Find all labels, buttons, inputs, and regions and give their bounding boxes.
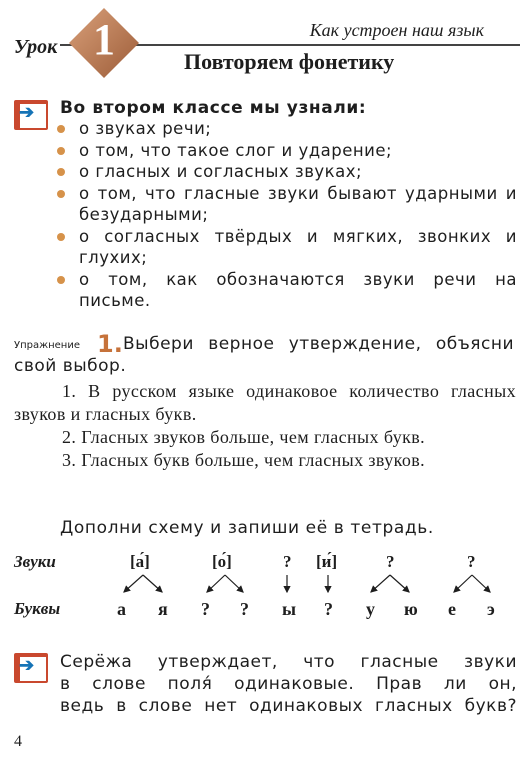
- running-title: Как устроен наш язык: [309, 20, 484, 40]
- list-item: о том, как обозначаются звуки речи на письме.: [57, 269, 517, 312]
- exercise-text: Выбери верное утверждение, объясни свой выбор.: [14, 334, 514, 376]
- sound-cell: [о́]: [212, 552, 232, 571]
- letter-cell: ю: [404, 599, 418, 619]
- letter-cell: э: [487, 599, 495, 619]
- sound-cell: ?: [467, 552, 476, 571]
- bullet-dot: [57, 276, 65, 284]
- book-arrow-icon: ➔: [14, 653, 48, 683]
- list-item: о том, что такое слог и ударение;: [57, 140, 517, 162]
- lesson-topic: Повторяем фонетику: [184, 49, 395, 74]
- exercise-options: [14, 380, 516, 472]
- letter-cell: ?: [324, 599, 333, 619]
- letter-cell: я: [158, 599, 168, 619]
- option-2: 2. Гласных звуков больше, чем гласных букв.: [62, 427, 426, 447]
- intro-list: [57, 118, 517, 312]
- bullet-dot: [57, 125, 65, 133]
- scheme-instruction: Дополни схему и запиши её в тетрадь.: [60, 518, 434, 538]
- letter-cell: ы: [282, 599, 297, 619]
- page-number: 4: [14, 733, 22, 750]
- sound-cell: [и́]: [316, 552, 338, 571]
- option-3: 3. Гласных букв больше, чем гласных звуков.: [62, 450, 426, 470]
- lesson-number: 1: [93, 15, 115, 64]
- exercise-label: Упражнение: [14, 340, 80, 351]
- bullet-dot: [57, 190, 65, 198]
- letter-cell: а: [117, 599, 126, 619]
- letter-cell: е: [448, 599, 456, 619]
- letter-cell: ?: [240, 599, 249, 619]
- book-arrow-icon: ➔: [14, 100, 48, 130]
- list-item: о гласных и согласных звуках;: [57, 161, 517, 183]
- letter-cell: у: [366, 599, 375, 619]
- list-item: о том, что гласные звуки бывают ударными и безударными;: [57, 183, 517, 226]
- list-item: о звуках речи;: [57, 118, 517, 140]
- lesson-label: Урок: [14, 36, 58, 58]
- sounds-row-label: Звуки: [14, 552, 56, 571]
- list-item: о согласных твёрдых и мягких, звонких и глухих;: [57, 226, 517, 269]
- outro-line: в слове поля́ одинаковые. Прав ли он,: [60, 674, 517, 694]
- sound-cell: ?: [386, 552, 395, 571]
- outro-question: [60, 651, 517, 717]
- letter-cell: ?: [201, 599, 210, 619]
- sound-cell: ?: [283, 552, 292, 571]
- letters-row-label: Буквы: [14, 599, 61, 618]
- bullet-dot: [57, 233, 65, 241]
- option-1: 1. В русском языке одинаковое количество гласных звуков и гласных букв.: [14, 381, 516, 424]
- exercise-number: 1.: [97, 330, 123, 358]
- outro-line: Серёжа утверждает, что гласные звуки: [60, 652, 517, 672]
- bullet-dot: [57, 147, 65, 155]
- intro-title: Во втором классе мы узнали:: [60, 98, 367, 118]
- bullet-dot: [57, 168, 65, 176]
- scheme-arrows: [0, 572, 526, 598]
- outro-line: ведь в слове нет одинаковых гласных букв?: [60, 696, 517, 716]
- sound-cell: [а́]: [130, 552, 150, 571]
